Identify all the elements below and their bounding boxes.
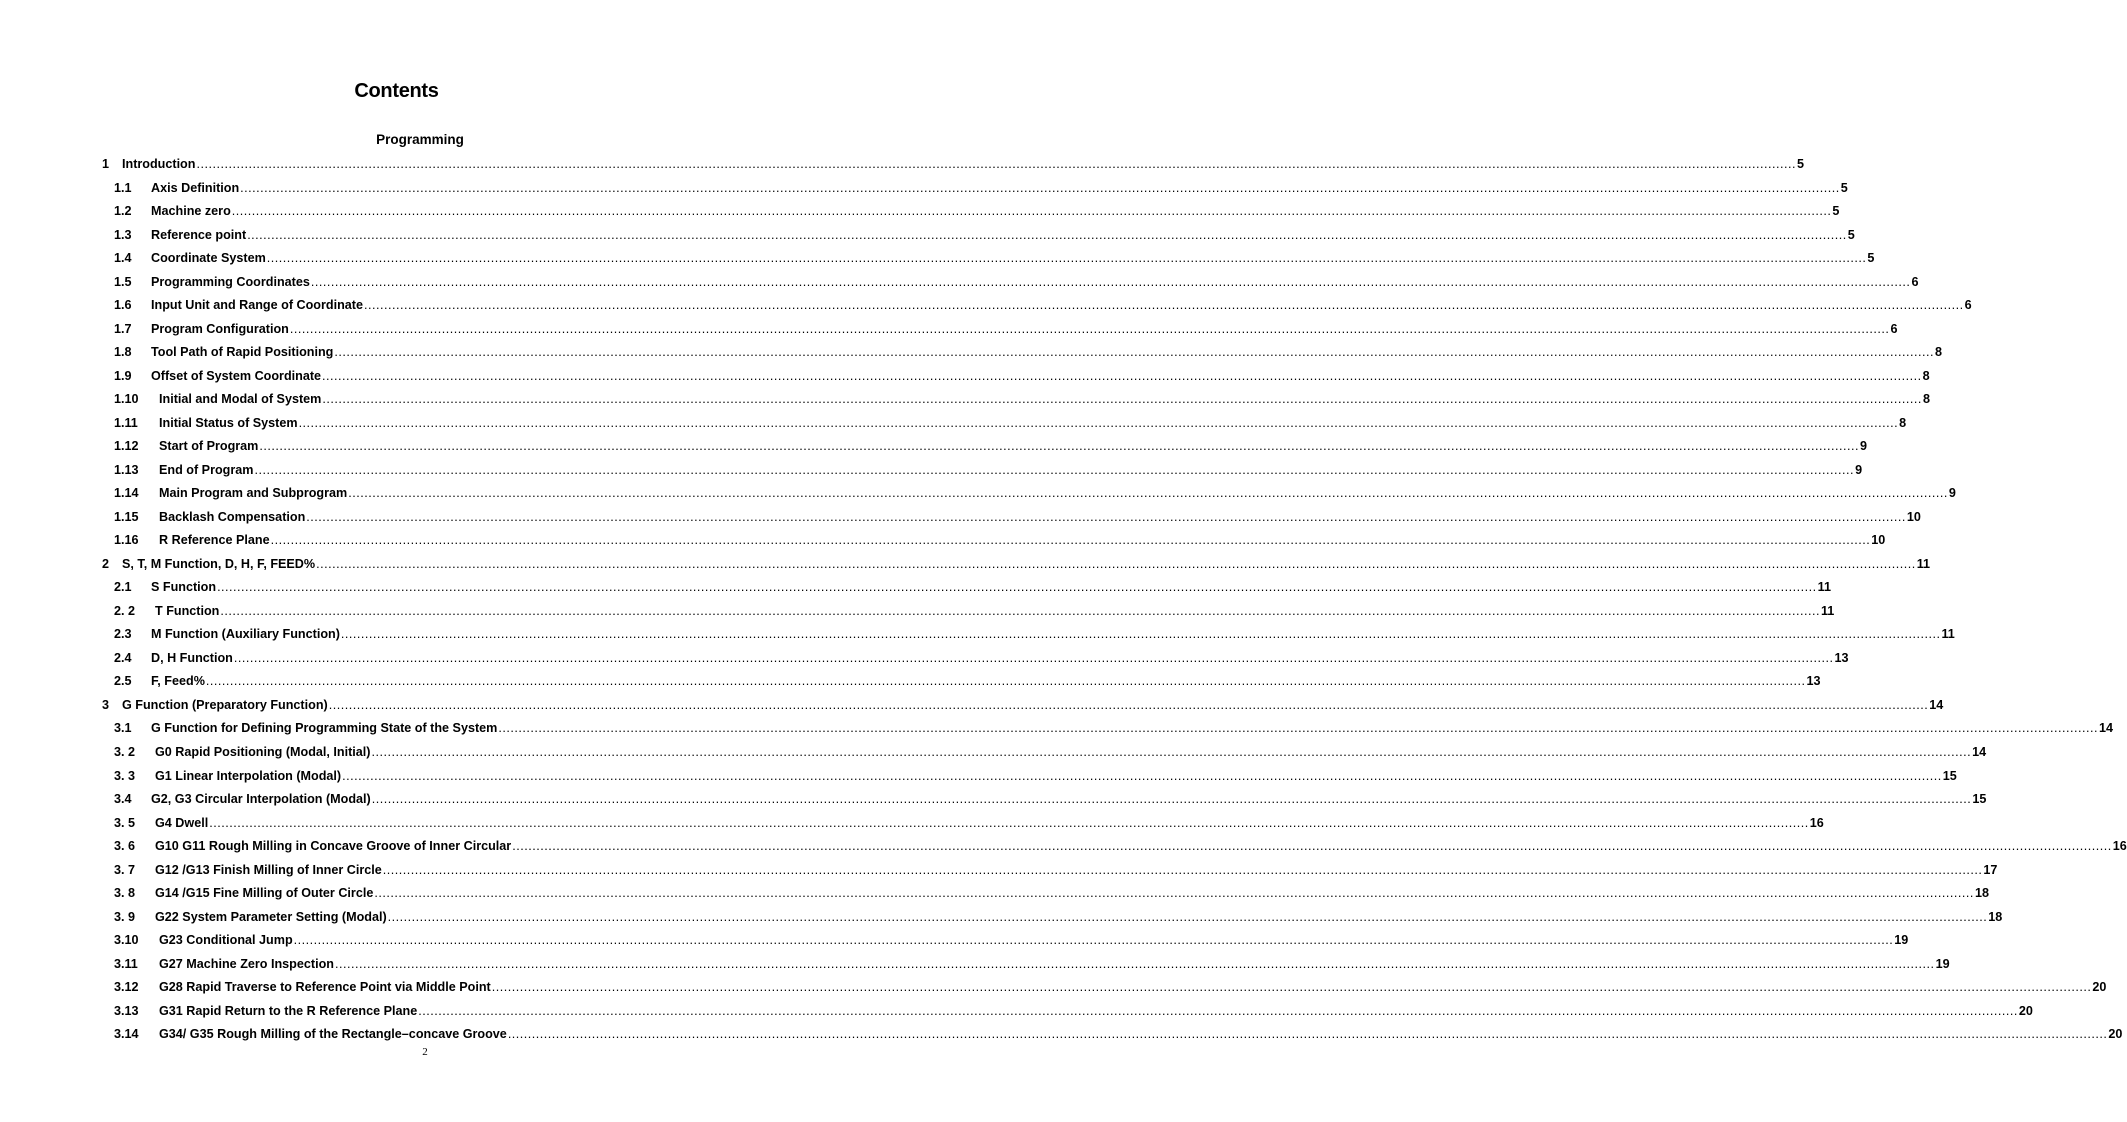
toc-entry-page: 9 bbox=[1948, 486, 1956, 501]
toc-leader-dots: ................................................................................................................................................................................................................................................................................................................................................................................................................ bbox=[289, 321, 1890, 336]
toc-leader-dots: ................................................................................................................................................................................................................................................................................................................................................................................................................ bbox=[507, 1027, 2108, 1042]
toc-leader-dots: ................................................................................................................................................................................................................................................................................................................................................................................................................ bbox=[233, 650, 1834, 665]
toc-entry-line bbox=[159, 389, 1930, 409]
toc-entry-line bbox=[151, 319, 1898, 339]
toc-leader-dots: ................................................................................................................................................................................................................................................................................................................................................................................................................ bbox=[491, 980, 2092, 995]
toc-entry-page: 10 bbox=[1871, 533, 1886, 548]
toc-entry-page: 18 bbox=[1974, 886, 1989, 901]
toc-entry-page: 19 bbox=[1894, 933, 1909, 948]
toc-entry-number: 1.16 bbox=[114, 533, 139, 548]
toc-entry-page: 9 bbox=[1859, 439, 1867, 454]
toc-entry-number: 3. 8 bbox=[114, 886, 136, 901]
toc-entry-page: 9 bbox=[1855, 462, 1863, 477]
toc-entry-number: 3.12 bbox=[114, 980, 139, 995]
toc-entry-title[interactable]: G22 System Parameter Setting (Modal) bbox=[155, 907, 387, 927]
toc-entry-line bbox=[155, 766, 1957, 786]
toc-entry-page: 6 bbox=[1911, 274, 1919, 289]
toc-entry-line bbox=[159, 930, 1909, 950]
toc-entry-line bbox=[151, 789, 1987, 809]
toc-entry-line bbox=[151, 342, 1942, 362]
toc-entry-number: 2.1 bbox=[114, 580, 132, 595]
toc-entry-title[interactable]: T Function bbox=[155, 601, 219, 621]
toc-entry-title[interactable]: Program Configuration bbox=[151, 319, 289, 339]
toc-entry[interactable] bbox=[0, 695, 1944, 715]
toc-entry-line bbox=[159, 460, 1863, 480]
toc-entry-line bbox=[159, 530, 1886, 550]
toc-entry-line bbox=[151, 178, 1848, 198]
toc-entry-line bbox=[155, 813, 1824, 833]
toc-entry-number: 2 bbox=[102, 556, 110, 571]
toc-entry-title[interactable]: G2, G3 Circular Interpolation (Modal) bbox=[151, 789, 371, 809]
toc-entry[interactable] bbox=[0, 671, 1821, 691]
toc-entry-line bbox=[159, 507, 1921, 527]
toc-leader-dots: ................................................................................................................................................................................................................................................................................................................................................................................................................ bbox=[240, 180, 1840, 195]
toc-leader-dots: ................................................................................................................................................................................................................................................................................................................................................................................................................ bbox=[306, 509, 1906, 524]
toc-leader-dots: ................................................................................................................................................................................................................................................................................................................................................................................................................ bbox=[342, 768, 1942, 783]
toc-entry-line bbox=[151, 248, 1875, 268]
section-subtitle: Programming bbox=[376, 132, 464, 147]
toc-entry[interactable] bbox=[0, 436, 1867, 456]
toc-entry-number: 3 bbox=[102, 697, 110, 712]
toc-entry-line bbox=[155, 742, 1987, 762]
toc-entry-page: 16 bbox=[2112, 839, 2127, 854]
toc-entry-title[interactable]: G4 Dwell bbox=[155, 813, 208, 833]
toc-entry-title[interactable]: Reference point bbox=[151, 225, 246, 245]
toc-entry-title[interactable]: Input Unit and Range of Coordinate bbox=[151, 295, 363, 315]
toc-entry-number: 3. 7 bbox=[114, 862, 136, 877]
toc-entry-number: 3. 9 bbox=[114, 909, 136, 924]
toc-entry-line bbox=[159, 413, 1907, 433]
toc-entry[interactable] bbox=[0, 342, 1942, 362]
toc-entry-number: 3.1 bbox=[114, 721, 132, 736]
toc-leader-dots: ................................................................................................................................................................................................................................................................................................................................................................................................................ bbox=[220, 603, 1820, 618]
toc-entry-title[interactable]: G14 /G15 Fine Milling of Outer Circle bbox=[155, 883, 373, 903]
toc-leader-dots: ................................................................................................................................................................................................................................................................................................................................................................................................................ bbox=[247, 227, 1847, 242]
toc-entry-line bbox=[151, 272, 1919, 292]
toc-entry[interactable] bbox=[0, 1001, 2033, 1021]
toc-entry-page: 13 bbox=[1806, 674, 1821, 689]
toc-entry-number: 2.4 bbox=[114, 650, 132, 665]
toc-leader-dots: ................................................................................................................................................................................................................................................................................................................................................................................................................ bbox=[387, 909, 1988, 924]
toc-leader-dots: ................................................................................................................................................................................................................................................................................................................................................................................................................ bbox=[266, 251, 1867, 266]
toc-entry-line bbox=[151, 718, 2113, 738]
toc-entry[interactable] bbox=[0, 954, 1950, 974]
toc-leader-dots: ................................................................................................................................................................................................................................................................................................................................................................................................................ bbox=[328, 697, 1929, 712]
toc-entry-title[interactable]: Axis Definition bbox=[151, 178, 239, 198]
toc-entry-number: 1.15 bbox=[114, 509, 139, 524]
toc-entry-number: 1.11 bbox=[114, 415, 138, 430]
toc-entry-number: 3. 6 bbox=[114, 839, 136, 854]
toc-entry-page: 5 bbox=[1832, 204, 1840, 219]
toc-entry-line bbox=[155, 860, 1998, 880]
toc-entry-title[interactable]: Programming Coordinates bbox=[151, 272, 310, 292]
toc-entry-page: 5 bbox=[1847, 227, 1855, 242]
toc-entry-title[interactable]: Introduction bbox=[122, 154, 195, 174]
toc-leader-dots: ................................................................................................................................................................................................................................................................................................................................................................................................................ bbox=[374, 886, 1974, 901]
toc-leader-dots: ................................................................................................................................................................................................................................................................................................................................................................................................................ bbox=[293, 933, 1894, 948]
toc-leader-dots: ................................................................................................................................................................................................................................................................................................................................................................................................................ bbox=[254, 462, 1855, 477]
toc-entry-page: 15 bbox=[1972, 792, 1987, 807]
toc-leader-dots: ................................................................................................................................................................................................................................................................................................................................................................................................................ bbox=[270, 533, 1871, 548]
toc-entry-page: 11 bbox=[1916, 556, 1931, 571]
toc-entry-number: 2.5 bbox=[114, 674, 132, 689]
toc-leader-dots: ................................................................................................................................................................................................................................................................................................................................................................................................................ bbox=[348, 486, 1948, 501]
toc-entry[interactable] bbox=[0, 530, 1886, 550]
toc-entry-page: 5 bbox=[1867, 251, 1875, 266]
toc-leader-dots: ................................................................................................................................................................................................................................................................................................................................................................................................................ bbox=[498, 721, 2098, 736]
toc-entry-page: 17 bbox=[1983, 862, 1998, 877]
toc-leader-dots: ................................................................................................................................................................................................................................................................................................................................................................................................................ bbox=[322, 368, 1922, 383]
toc-entry-number: 1.14 bbox=[114, 486, 139, 501]
toc-entry-number: 1.8 bbox=[114, 345, 132, 360]
toc-entry-number: 3.14 bbox=[114, 1027, 139, 1042]
toc-entry-line bbox=[122, 554, 1931, 574]
toc-entry[interactable] bbox=[0, 813, 1824, 833]
toc-entry-title[interactable]: Start of Program bbox=[159, 436, 258, 456]
toc-entry-number: 3.10 bbox=[114, 933, 139, 948]
toc-entry-page: 8 bbox=[1922, 392, 1930, 407]
toc-entry-page: 19 bbox=[1935, 956, 1950, 971]
toc-entry-number: 1.4 bbox=[114, 251, 132, 266]
toc-entry[interactable] bbox=[0, 554, 1931, 574]
toc-entry-line bbox=[155, 907, 2003, 927]
toc-entry[interactable] bbox=[0, 178, 1848, 198]
toc-leader-dots: ................................................................................................................................................................................................................................................................................................................................................................................................................ bbox=[371, 792, 1972, 807]
toc-entry-page: 18 bbox=[1988, 909, 2003, 924]
toc-entry-title[interactable]: G1 Linear Interpolation (Modal) bbox=[155, 766, 341, 786]
toc-entry[interactable] bbox=[0, 248, 1875, 268]
toc-entry-line bbox=[159, 436, 1867, 456]
toc-leader-dots: ................................................................................................................................................................................................................................................................................................................................................................................................................ bbox=[310, 274, 1911, 289]
toc-entry-page: 8 bbox=[1934, 345, 1942, 360]
toc-entry-page: 20 bbox=[2018, 1003, 2033, 1018]
toc-entry-number: 1.9 bbox=[114, 368, 132, 383]
toc-entry-title[interactable]: D, H Function bbox=[151, 648, 233, 668]
toc-entry-number: 3.11 bbox=[114, 956, 138, 971]
toc-entry-line bbox=[122, 695, 1944, 715]
toc-entry-title[interactable]: G10 G11 Rough Milling in Concave Groove of Inner Circular bbox=[155, 836, 511, 856]
toc-entry-line bbox=[159, 483, 1956, 503]
toc-leader-dots: ................................................................................................................................................................................................................................................................................................................................................................................................................ bbox=[231, 204, 1832, 219]
toc-leader-dots: ................................................................................................................................................................................................................................................................................................................................................................................................................ bbox=[363, 298, 1964, 313]
toc-leader-dots: ................................................................................................................................................................................................................................................................................................................................................................................................................ bbox=[334, 956, 1935, 971]
toc-entry-title[interactable]: R Reference Plane bbox=[159, 530, 270, 550]
toc-entry-line bbox=[159, 954, 1950, 974]
toc-entry[interactable] bbox=[0, 319, 1898, 339]
toc-leader-dots: ................................................................................................................................................................................................................................................................................................................................................................................................................ bbox=[322, 392, 1922, 407]
toc-entry-title[interactable]: G Function for Defining Programming State of the System bbox=[151, 718, 497, 738]
toc-leader-dots: ................................................................................................................................................................................................................................................................................................................................................................................................................ bbox=[340, 627, 1941, 642]
toc-leader-dots: ................................................................................................................................................................................................................................................................................................................................................................................................................ bbox=[512, 839, 2112, 854]
toc-entry-page: 8 bbox=[1922, 368, 1930, 383]
toc-entry[interactable] bbox=[0, 1024, 2123, 1044]
toc-entry-title[interactable]: Coordinate System bbox=[151, 248, 266, 268]
toc-entry-number: 1.13 bbox=[114, 462, 139, 477]
toc-entry-number: 3.13 bbox=[114, 1003, 139, 1018]
toc-entry-title[interactable]: G0 Rapid Positioning (Modal, Initial) bbox=[155, 742, 371, 762]
toc-entry[interactable] bbox=[0, 883, 1989, 903]
toc-entry-line bbox=[151, 648, 1849, 668]
page-number: 2 bbox=[422, 1046, 428, 1058]
toc-leader-dots: ................................................................................................................................................................................................................................................................................................................................................................................................................ bbox=[418, 1003, 2018, 1018]
toc-entry-title[interactable]: G12 /G13 Finish Milling of Inner Circle bbox=[155, 860, 382, 880]
toc-leader-dots: ................................................................................................................................................................................................................................................................................................................................................................................................................ bbox=[371, 745, 1972, 759]
toc-entry-title[interactable]: G23 Conditional Jump bbox=[159, 930, 293, 950]
toc-entry-page: 5 bbox=[1840, 180, 1848, 195]
toc-entry[interactable] bbox=[0, 366, 1930, 386]
toc-entry-page: 20 bbox=[2092, 980, 2107, 995]
toc-entry[interactable] bbox=[0, 624, 1955, 644]
toc-entry[interactable] bbox=[0, 789, 1987, 809]
toc-entry-page: 10 bbox=[1906, 509, 1921, 524]
toc-entry[interactable] bbox=[0, 930, 1909, 950]
toc-entry-number: 1.3 bbox=[114, 227, 132, 242]
toc-entry[interactable] bbox=[0, 977, 2107, 997]
toc-entry-title[interactable]: F, Feed% bbox=[151, 671, 205, 691]
toc-entry[interactable] bbox=[0, 413, 1907, 433]
toc-entry[interactable] bbox=[0, 601, 1835, 621]
toc-entry-number: 1.7 bbox=[114, 321, 132, 336]
toc-entry[interactable] bbox=[0, 225, 1855, 245]
toc-entry[interactable] bbox=[0, 648, 1849, 668]
toc-entry-number: 2.3 bbox=[114, 627, 132, 642]
toc-entry[interactable] bbox=[0, 272, 1919, 292]
toc-entry-line bbox=[151, 671, 1821, 691]
toc-entry-page: 15 bbox=[1942, 768, 1957, 783]
toc-entry-page: 14 bbox=[1929, 697, 1944, 712]
toc-entry[interactable] bbox=[0, 766, 1957, 786]
toc-entry-number: 1.1 bbox=[114, 180, 132, 195]
toc-entry-page: 20 bbox=[2108, 1027, 2123, 1042]
toc-entry-line bbox=[155, 836, 2127, 856]
toc-leader-dots: ................................................................................................................................................................................................................................................................................................................................................................................................................ bbox=[259, 439, 1859, 454]
toc-entry-title[interactable]: S Function bbox=[151, 577, 216, 597]
toc-leader-dots: ................................................................................................................................................................................................................................................................................................................................................................................................................ bbox=[205, 674, 1806, 689]
toc-entry[interactable] bbox=[0, 295, 1972, 315]
toc-entry-number: 1.10 bbox=[114, 392, 139, 407]
toc-leader-dots: ................................................................................................................................................................................................................................................................................................................................................................................................................ bbox=[209, 815, 1809, 830]
toc-entry[interactable] bbox=[0, 154, 1805, 174]
toc-entry-page: 8 bbox=[1899, 415, 1907, 430]
toc-entry-title[interactable]: G27 Machine Zero Inspection bbox=[159, 954, 334, 974]
toc-entry-title[interactable]: Initial Status of System bbox=[159, 413, 298, 433]
toc-entry-number: 3. 3 bbox=[114, 768, 136, 783]
toc-entry-line bbox=[159, 977, 2107, 997]
toc-leader-dots: ................................................................................................................................................................................................................................................................................................................................................................................................................ bbox=[316, 556, 1916, 571]
toc-entry-line bbox=[151, 225, 1855, 245]
toc-entry-title[interactable]: M Function (Auxiliary Function) bbox=[151, 624, 340, 644]
toc-entry-title[interactable]: End of Program bbox=[159, 460, 253, 480]
toc-entry[interactable] bbox=[0, 389, 1930, 409]
toc-entry-number: 3. 2 bbox=[114, 745, 136, 759]
toc-entry-title[interactable]: G28 Rapid Traverse to Reference Point via Middle Point bbox=[159, 977, 491, 997]
toc-entry-line bbox=[151, 295, 1972, 315]
toc-entry[interactable] bbox=[0, 507, 1921, 527]
toc-entry-page: 16 bbox=[1809, 815, 1824, 830]
toc-entry-title[interactable]: S, T, M Function, D, H, F, FEED% bbox=[122, 554, 315, 574]
page-title: Contents bbox=[354, 80, 439, 102]
toc-entry[interactable] bbox=[0, 742, 1987, 762]
toc-leader-dots: ................................................................................................................................................................................................................................................................................................................................................................................................................ bbox=[298, 415, 1899, 430]
toc-entry-number: 3. 5 bbox=[114, 815, 136, 830]
toc-entry-title[interactable]: G Function (Preparatory Function) bbox=[122, 695, 328, 715]
toc-entry[interactable] bbox=[0, 907, 2003, 927]
toc-leader-dots: ................................................................................................................................................................................................................................................................................................................................................................................................................ bbox=[382, 862, 1983, 877]
toc-entry-number: 1.6 bbox=[114, 298, 132, 313]
toc-entry[interactable] bbox=[0, 836, 2127, 856]
toc-entry-number: 2. 2 bbox=[114, 603, 136, 618]
toc-entry[interactable] bbox=[0, 201, 1840, 221]
toc-entry-page: 11 bbox=[1817, 580, 1831, 595]
toc-entry-line bbox=[155, 883, 1989, 903]
toc-entry[interactable] bbox=[0, 483, 1956, 503]
toc-entry-title[interactable]: Machine zero bbox=[151, 201, 231, 221]
toc-entry-line bbox=[159, 1001, 2033, 1021]
toc-entry-page: 11 bbox=[1820, 603, 1835, 618]
toc-entry-line bbox=[155, 601, 1835, 621]
toc-entry-line bbox=[159, 1024, 2123, 1044]
toc-entry[interactable] bbox=[0, 577, 1831, 597]
toc-entry-line bbox=[151, 577, 1831, 597]
toc-entry-page: 5 bbox=[1797, 157, 1805, 171]
toc-entry-line bbox=[122, 154, 1805, 174]
toc-entry[interactable] bbox=[0, 460, 1863, 480]
toc-entry-title[interactable]: Offset of System Coordinate bbox=[151, 366, 321, 386]
toc-leader-dots: ................................................................................................................................................................................................................................................................................................................................................................................................................ bbox=[217, 580, 1817, 595]
toc-entry-line bbox=[151, 366, 1930, 386]
toc-leader-dots: ................................................................................................................................................................................................................................................................................................................................................................................................................ bbox=[334, 345, 1934, 360]
toc-entry-page: 6 bbox=[1890, 321, 1898, 336]
toc-entry-number: 1.2 bbox=[114, 204, 132, 219]
toc-entry-number: 1 bbox=[102, 157, 110, 171]
toc-entry-title[interactable]: G34/ G35 Rough Milling of the Rectangle–concave Groove bbox=[159, 1024, 507, 1044]
toc-entry-title[interactable]: Main Program and Subprogram bbox=[159, 483, 347, 503]
toc-entry-title[interactable]: Initial and Modal of System bbox=[159, 389, 321, 409]
toc-entry-number: 3.4 bbox=[114, 792, 132, 807]
toc-entry-line bbox=[151, 624, 1955, 644]
toc-leader-dots: ................................................................................................................................................................................................................................................................................................................................................................................................................ bbox=[196, 157, 1797, 171]
toc-entry-page: 14 bbox=[1972, 745, 1987, 759]
toc-entry-title[interactable]: Backlash Compensation bbox=[159, 507, 305, 527]
toc-entry-page: 6 bbox=[1964, 298, 1972, 313]
toc-entry-title[interactable]: G31 Rapid Return to the R Reference Plane bbox=[159, 1001, 417, 1021]
toc-entry-page: 11 bbox=[1941, 627, 1955, 642]
toc-entry-page: 13 bbox=[1834, 650, 1849, 665]
toc-entry-title[interactable]: Tool Path of Rapid Positioning bbox=[151, 342, 333, 362]
toc-entry-number: 1.12 bbox=[114, 439, 139, 454]
toc-entry-line bbox=[151, 201, 1840, 221]
toc-entry-number: 1.5 bbox=[114, 274, 132, 289]
toc-entry[interactable] bbox=[0, 860, 1998, 880]
toc-entry-page: 14 bbox=[2098, 721, 2113, 736]
toc-entry[interactable] bbox=[0, 718, 2113, 738]
